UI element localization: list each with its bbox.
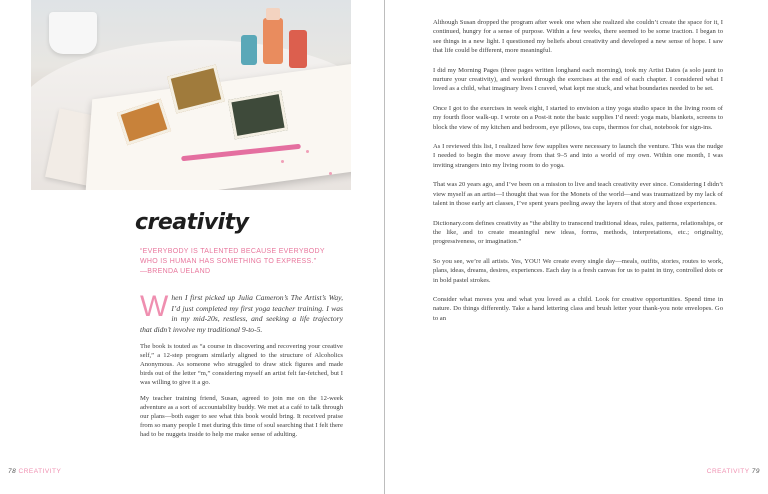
- body-paragraph: Once I got to the exercises in week eight, I started to envision a tiny yoga studio space in the living room of my fourth floor walk-up. I wrote on a Post-it note the basic supplies I’d need: yoga mats, blankets, screens to block the view of my kitchen and bedroom, eye pillows, tea cups, thermos for chai, notebook for sign-ins.: [433, 104, 723, 131]
- pull-quote: [140, 247, 340, 277]
- left-body-text: [140, 290, 343, 446]
- folio-right: [707, 468, 760, 475]
- body-paragraph: The book is touted as “a course in discovering and recovering your creative self,” a 12-step program similarly aligned to the structure of Alcoholics Anonymous. As someone who struggled to draw stick figures and made birds out of the letter “m,” considering myself an artist felt far-fetched, but I was willing to give it a go.: [140, 343, 343, 386]
- body-paragraph: Dictionary.com defines creativity as “the ability to transcend traditional ideas, rules, patterns, relationships, or the like, and to create meaningful new ideas, forms, methods, interpretations, etc.; originality, progressiveness, or imagination.”: [433, 219, 723, 246]
- body-paragraph: Consider what moves you and what you loved as a child. Look for creative opportunities. Spend time in nature. Do things differently. Take a hand lettering class and brush letter your thank-you note envelopes. Go to an: [433, 295, 723, 322]
- folio-left: [8, 468, 61, 475]
- right-page: [385, 0, 768, 494]
- photo-glitter: [329, 172, 332, 175]
- body-paragraph: That was 20 years ago, and I’ve been on a mission to live and teach creativity ever since. Considering I didn’t view myself as an artist—I thought that was for the Monets of the world—and was traumatized by my lack of talent in those early art classes, I’ve spent years peeling away the layers of that story and those experiences.: [433, 181, 723, 208]
- photo-cup: [49, 12, 97, 54]
- body-paragraph: I did my Morning Pages (three pages written longhand each morning), took my Artist Dates (a solo jaunt to nurture your creativity), and worked through the exercises at the end of each chapter. I considered what I loved as a child, what imaginary lives I craved, what kept me stuck, and what boundaries needed to be set.: [433, 66, 723, 93]
- photo-glitter: [306, 150, 309, 153]
- body-paragraph: So you see, we’re all artists. Yes, YOU! We create every single day—meals, outfits, stories, routes to work, plans, ideas, dreams, desires, experiences. Each day is a fresh canvas for us to paint in tiny, controlled dots or in bold pastel strokes.: [433, 257, 723, 284]
- art-supplies-photo: [31, 0, 351, 190]
- folio-section: CREATIVITY: [706, 468, 750, 475]
- body-paragraph: My teacher training friend, Susan, agreed to join me on the 12-week adventure as a sort of accountability buddy. We met at a café to talk through our plans—both eager to see what this book would bring. It received praise from so many people I met during this time of soul searching that I felt there had to be nuggets inside to help me make sense of adulting.: [140, 395, 343, 438]
- drop-cap: W: [140, 290, 169, 323]
- photo-paint-bottle-orange: [263, 18, 283, 64]
- body-paragraph: As I reviewed this list, I realized how few supplies were necessary to launch the venture. This was the nudge I needed to begin the move away from that 9–5 and into a world of my own. Within one month, I was inviting strangers into my living room to do yoga.: [433, 143, 723, 169]
- quote-line: “EVERYBODY IS TALENTED BECAUSE EVERYBODY: [140, 248, 325, 255]
- quote-author: —BRENDA UELAND: [140, 268, 211, 275]
- folio-section: CREATIVITY: [18, 468, 62, 475]
- quote-line: WHO IS HUMAN HAS SOMETHING TO EXPRESS.”: [140, 258, 317, 265]
- body-paragraph: Although Susan dropped the program after week one when she realized she couldn’t create the space for it, I continued, hungry for a sense of purpose. Within a few weeks, there seemed to be some traction. I began to see things in a new light. I questioned my beliefs about creativity and developed a new sense of hope. I saw that life could be different, more meaningful.: [433, 19, 723, 55]
- page-number: 78: [8, 468, 17, 475]
- photo-glitter: [281, 160, 284, 163]
- right-body-text: [433, 18, 723, 333]
- photo-paint-bottle-blue: [241, 35, 257, 65]
- page-number: 79: [751, 468, 760, 475]
- intro-text: hen I first picked up Julia Cameron’s The Artist’s Way, I’d just completed my first yoga teacher training. I was in my mid-20s, restless, and seeking a life trajectory that didn’t involve my traditional 9-to-5.: [140, 293, 343, 334]
- chapter-headline: creativity: [135, 210, 249, 235]
- photo-paint-bottle-red: [289, 30, 307, 68]
- intro-paragraph: [140, 290, 343, 335]
